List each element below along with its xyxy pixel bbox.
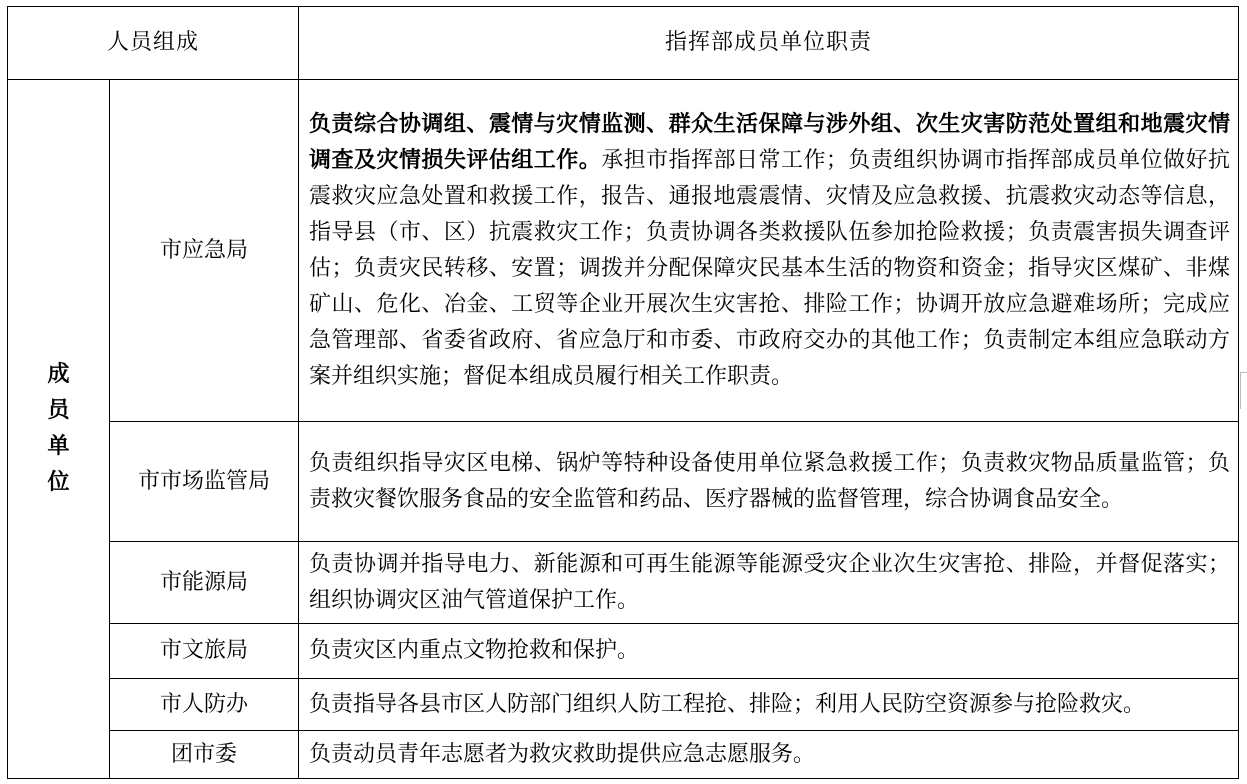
duties-text: 承担市指挥部日常工作；负责组织协调市指挥部成员单位做好抗震救灾应急处置和救援工作，报告、通报地震震情、灾情及应急救援、抗震救灾动态等信息，指导县（市、区）抗震救灾工作；负责协调各类救援队伍参加抢险救援；负责震害损失调查评估；负责灾民转移、安置；调拨并分配保障灾民基本生活的物资和资金；指导灾区煤矿、非煤矿山、危化、冶金、工贸等企业开展次生灾害抢、排险工作；协调开放应急避难场所；完成应急管理部、省委省政府、省应急厅和市委、市政府交办的其他工作；负责制定本组应急联动方案并组织实施；督促本组成员履行相关工作职责。 (309, 147, 1231, 389)
unit-name: 团市委 (110, 731, 299, 779)
duties-text: 负责灾区内重点文物抢救和保护。 (309, 638, 640, 663)
group-cell (8, 80, 110, 779)
unit-duties (299, 624, 1239, 679)
unit-duties (299, 679, 1239, 731)
duties-bold-text: 负责综合协调组、震情与灾情监测、群众生活保障与涉外组、次生灾害防范处置组和地震灾情调查及灾情损失评估组工作。 (309, 111, 1231, 173)
unit-duties (299, 731, 1239, 779)
table-row (8, 80, 1239, 422)
unit-name: 市能源局 (110, 542, 299, 624)
page-edge-marker (1240, 372, 1247, 409)
table-row (8, 731, 1239, 779)
table-row (8, 624, 1239, 679)
duties-text: 负责协调并指导电力、新能源和可再生能源等能源受灾企业次生灾害抢、排险，并督促落实；组织协调灾区油气管道保护工作。 (309, 551, 1231, 613)
header-personnel: 人员组成 (8, 7, 299, 80)
unit-name: 市人防办 (110, 679, 299, 731)
table-row (8, 542, 1239, 624)
unit-name: 市应急局 (110, 80, 299, 422)
table-row (8, 422, 1239, 542)
table-row (8, 679, 1239, 731)
unit-duties (299, 542, 1239, 624)
header-duties: 指挥部成员单位职责 (299, 7, 1239, 80)
header-row (8, 7, 1239, 80)
unit-name: 市市场监管局 (110, 422, 299, 542)
unit-name: 市文旅局 (110, 624, 299, 679)
duties-text: 负责组织指导灾区电梯、锅炉等特种设备使用单位紧急救援工作；负责救灾物品质量监管；负责救灾餐饮服务食品的安全监管和药品、医疗器械的监督管理，综合协调食品安全。 (309, 450, 1231, 512)
duties-text: 负责指导各县市区人防部门组织人防工程抢、排险；利用人民防空资源参与抢险救灾。 (309, 691, 1146, 717)
duty-table (7, 6, 1239, 779)
duties-text: 负责动员青年志愿者为救灾救助提供应急志愿服务。 (309, 741, 816, 767)
unit-duties (299, 80, 1239, 422)
group-label: 成员单位 (47, 362, 70, 495)
unit-duties (299, 422, 1239, 542)
